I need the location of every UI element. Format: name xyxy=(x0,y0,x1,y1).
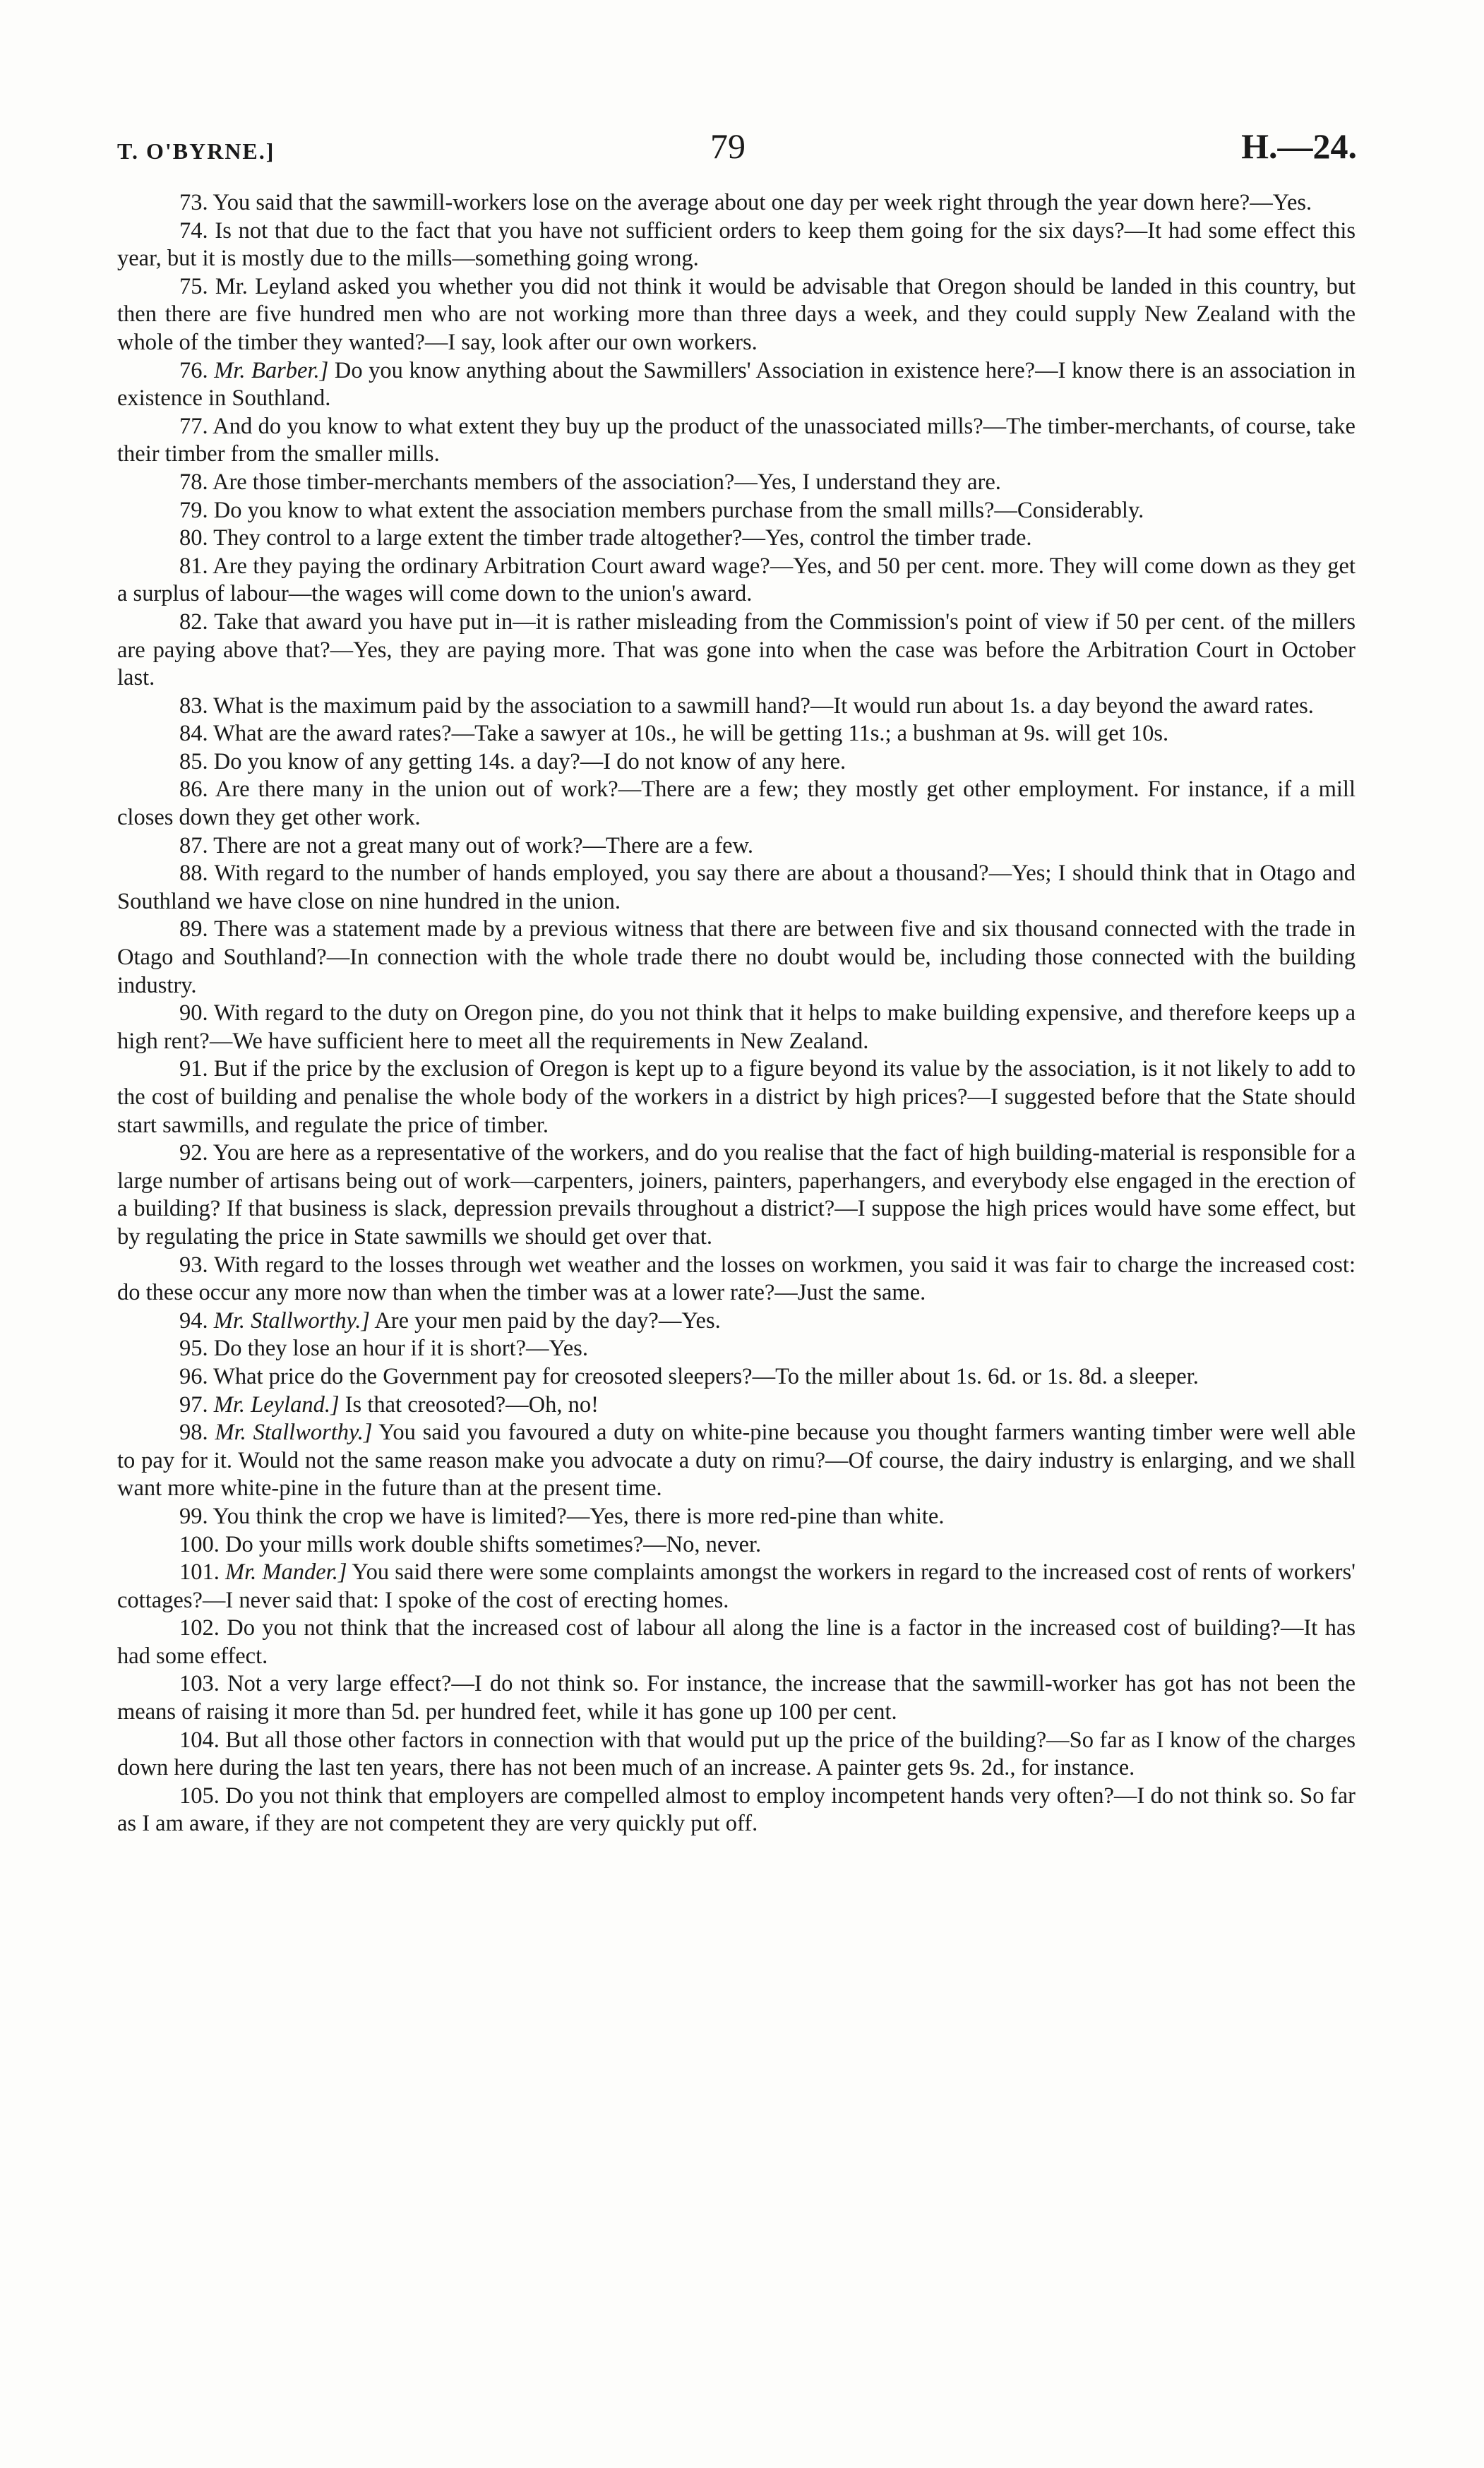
question-paragraph xyxy=(117,1727,1356,1783)
question-text: They control to a large extent the timber trade altogether?—Yes, control the timber trade. xyxy=(213,525,1032,551)
question-paragraph xyxy=(117,1559,1356,1615)
question-text: Are those timber-merchants members of the association?—Yes, I understand they are. xyxy=(212,469,1001,495)
testimony-body xyxy=(117,189,1356,1838)
question-text: You think the crop we have is limited?—Yes, there is more red-pine than white. xyxy=(213,1503,945,1529)
question-number: 86. xyxy=(179,777,208,803)
question-text: Are they paying the ordinary Arbitration Court award wage?—Yes, and 50 per cent. more. They will come down as they get a surplus of labour—the wages will come down to the union's award. xyxy=(117,553,1356,607)
question-text: Do you know to what extent the association members purchase from the small mills?—Considerably. xyxy=(213,497,1144,523)
question-paragraph xyxy=(117,720,1356,748)
question-text: Is that creosoted?—Oh, no! xyxy=(345,1391,599,1418)
question-paragraph xyxy=(117,525,1356,553)
question-number: 93. xyxy=(179,1252,208,1278)
question-paragraph xyxy=(117,553,1356,609)
question-text: You said there were some complaints amongst the workers in regard to the increased cost of rents of workers' cottages?—I never said that: I spoke of the cost of erecting homes. xyxy=(117,1559,1356,1613)
question-paragraph xyxy=(117,357,1356,413)
question-number: 73. xyxy=(179,190,208,215)
question-text: Do you know of any getting 14s. a day?—I do not know of any here. xyxy=(213,748,846,774)
question-text: With regard to the number of hands employed, you say there are about a thousand?—Yes; I should think that in Otago and Southland we have close on nine hundred in the union. xyxy=(117,861,1356,914)
question-paragraph xyxy=(117,609,1356,693)
question-text: Do you not think that the increased cost of labour all along the line is a factor in the increased cost of building?—It has had some effect. xyxy=(117,1615,1356,1669)
question-number: 96. xyxy=(179,1363,208,1389)
question-paragraph xyxy=(117,1670,1356,1726)
question-text: What are the award rates?—Take a sawyer at 10s., he will be getting 11s.; a bushman at 9s. will get 10s. xyxy=(213,721,1169,747)
question-text: Is not that due to the fact that you have not sufficient orders to keep them going for the six days?—It had some effect this year, but it is mostly due to the mills—something going wrong. xyxy=(117,217,1356,272)
question-number: 81. xyxy=(179,553,208,579)
question-number: 75. xyxy=(179,273,208,299)
question-number: 83. xyxy=(179,693,208,719)
question-text: Do they lose an hour if it is short?—Yes. xyxy=(213,1336,588,1362)
question-number: 99. xyxy=(179,1503,208,1529)
question-paragraph xyxy=(117,832,1356,861)
question-number: 89. xyxy=(179,916,208,942)
question-paragraph xyxy=(117,1391,1356,1420)
question-number: 80. xyxy=(179,525,208,551)
question-text: Do you not think that employers are compelled almost to employ incompetent hands very often?—I do not think so. So far as I am aware, if they are not competent they are very quickly put off. xyxy=(117,1783,1356,1837)
question-paragraph xyxy=(117,1252,1356,1307)
question-paragraph xyxy=(117,413,1356,469)
question-number: 87. xyxy=(179,832,208,858)
question-paragraph xyxy=(117,916,1356,1000)
question-number: 85. xyxy=(179,748,208,774)
question-number: 94. xyxy=(179,1307,208,1334)
question-number: 100. xyxy=(179,1531,220,1557)
question-text: Are your men paid by the day?—Yes. xyxy=(374,1307,721,1334)
question-text: You said that the sawmill-workers lose on the average about one day per week right through the year down here?—Yes. xyxy=(213,190,1312,215)
speaker-name: Mr. Stallworthy.] xyxy=(215,1420,373,1446)
question-number: 88. xyxy=(179,861,208,887)
page-header xyxy=(117,120,1357,176)
question-text: With regard to the losses through wet weather and the losses on workmen, you said it was fair to charge the increased cost: do these occur any more now than when the timber was at a lower rate?—Just the same. xyxy=(117,1252,1356,1306)
question-paragraph xyxy=(117,217,1356,273)
question-text: What price do the Government pay for creosoted sleepers?—To the miller about 1s. 6d. or 1s. 8d. a sleeper. xyxy=(213,1363,1199,1389)
question-text: What is the maximum paid by the association to a sawmill hand?—It would run about 1s. a day beyond the award rates. xyxy=(213,693,1314,719)
question-number: 91. xyxy=(179,1056,208,1082)
question-paragraph xyxy=(117,469,1356,497)
question-number: 97. xyxy=(179,1391,208,1418)
question-paragraph xyxy=(117,273,1356,357)
question-text: Not a very large effect?—I do not think so. For instance, the increase that the sawmill-worker has got has not been the means of raising it more than 5d. per hundred feet, while it has gone up 100 per cent. xyxy=(117,1671,1356,1725)
question-number: 98. xyxy=(179,1420,208,1446)
question-paragraph xyxy=(117,497,1356,525)
question-paragraph xyxy=(117,1531,1356,1559)
question-text: Mr. Leyland asked you whether you did not think it would be advisable that Oregon should be landed in this country, but then there are five hundred men who are not working more than three days a week, and they could supply New Zealand with the whole of the timber they wanted?—I say, look after our own workers. xyxy=(117,273,1356,355)
question-paragraph xyxy=(117,1419,1356,1503)
question-text: With regard to the duty on Oregon pine, do you not think that it helps to make building expensive, and therefore keeps up a high rent?—We have sufficient here to meet all the requirements in New Zealand. xyxy=(117,1000,1356,1054)
question-text: Do your mills work double shifts sometimes?—No, never. xyxy=(225,1531,762,1557)
speaker-name: Mr. Leyland.] xyxy=(213,1391,340,1418)
question-paragraph xyxy=(117,1615,1356,1670)
question-paragraph xyxy=(117,1055,1356,1139)
speaker-name: Mr. Barber.] xyxy=(214,357,329,383)
question-paragraph xyxy=(117,1503,1356,1531)
speaker-name: Mr. Mander.] xyxy=(225,1559,347,1586)
question-text: Do you know anything about the Sawmillers' Association in existence here?—I know there is an association in existence in Southland. xyxy=(117,357,1356,412)
question-number: 79. xyxy=(179,497,208,523)
question-number: 105. xyxy=(179,1783,220,1809)
question-number: 82. xyxy=(179,609,208,635)
question-paragraph xyxy=(117,776,1356,832)
question-number: 104. xyxy=(179,1727,220,1753)
question-text: You said you favoured a duty on white-pine because you thought farmers wanting timber were well able to pay for it. Would not the same reason make you advocate a duty on rimu?—Of course, the dairy industry is enlarging, and we shall want more white-pine in the future than at the present time. xyxy=(117,1420,1356,1502)
speaker-name: Mr. Stallworthy.] xyxy=(213,1307,370,1334)
question-number: 102. xyxy=(179,1615,220,1641)
question-number: 92. xyxy=(179,1140,208,1166)
question-paragraph xyxy=(117,693,1356,721)
question-number: 78. xyxy=(179,469,208,495)
question-text: Take that award you have put in—it is rather misleading from the Commission's point of view if 50 per cent. of the millers are paying above that?—Yes, they are paying more. That was gone into when the case was before the Arbitration Court in October last. xyxy=(117,609,1356,691)
question-paragraph xyxy=(117,748,1356,777)
question-paragraph xyxy=(117,189,1356,217)
page-number: 79 xyxy=(710,126,746,166)
question-number: 76. xyxy=(179,357,208,383)
question-number: 95. xyxy=(179,1336,208,1362)
question-text: There are not a great many out of work?—There are a few. xyxy=(213,832,754,858)
question-paragraph xyxy=(117,860,1356,916)
document-reference: H.—24. xyxy=(1241,126,1357,166)
question-paragraph xyxy=(117,1363,1356,1391)
question-text: But if the price by the exclusion of Oregon is kept up to a figure beyond its value by the association, is it not likely to add to the cost of building and penalise the whole body of the workers in a district by high prices?—I suggested before that the State should start sawmills, and regulate the price of timber. xyxy=(117,1056,1356,1138)
question-paragraph xyxy=(117,1000,1356,1055)
question-number: 84. xyxy=(179,721,208,747)
question-paragraph xyxy=(117,1783,1356,1838)
witness-name: T. O'BYRNE.] xyxy=(117,138,275,164)
question-number: 74. xyxy=(179,217,208,244)
question-number: 90. xyxy=(179,1000,208,1026)
question-paragraph xyxy=(117,1335,1356,1363)
question-number: 77. xyxy=(179,413,208,439)
question-paragraph xyxy=(117,1139,1356,1251)
question-text: There was a statement made by a previous witness that there are between five and six thousand connected with the trade in Otago and Southland?—In connection with the whole trade there no doubt would be, including those connected with the building industry. xyxy=(117,916,1356,998)
question-number: 103. xyxy=(179,1671,220,1697)
question-text: Are there many in the union out of work?—There are a few; they mostly get other employment. For instance, if a mill closes down they get other work. xyxy=(117,777,1356,831)
question-text: But all those other factors in connection with that would put up the price of the building?—So far as I know of the charges down here during the last ten years, there has not been much of an increase. A painter gets 9s. 2d., for instance. xyxy=(117,1727,1356,1781)
question-number: 101. xyxy=(179,1559,220,1586)
question-text: You are here as a representative of the workers, and do you realise that the fact of high building-material is responsible for a large number of artisans being out of work—carpenters, joiners, painters, paperhangers, and everybody else engaged in the erection of a building? If that business is slack, depression prevails throughout a district?—I suppose the high prices would have some effect, but by regulating the price in State sawmills we should get over that. xyxy=(117,1140,1356,1250)
question-paragraph xyxy=(117,1307,1356,1336)
question-text: And do you know to what extent they buy up the product of the unassociated mills?—The timber-merchants, of course, take their timber from the smaller mills. xyxy=(117,413,1356,467)
